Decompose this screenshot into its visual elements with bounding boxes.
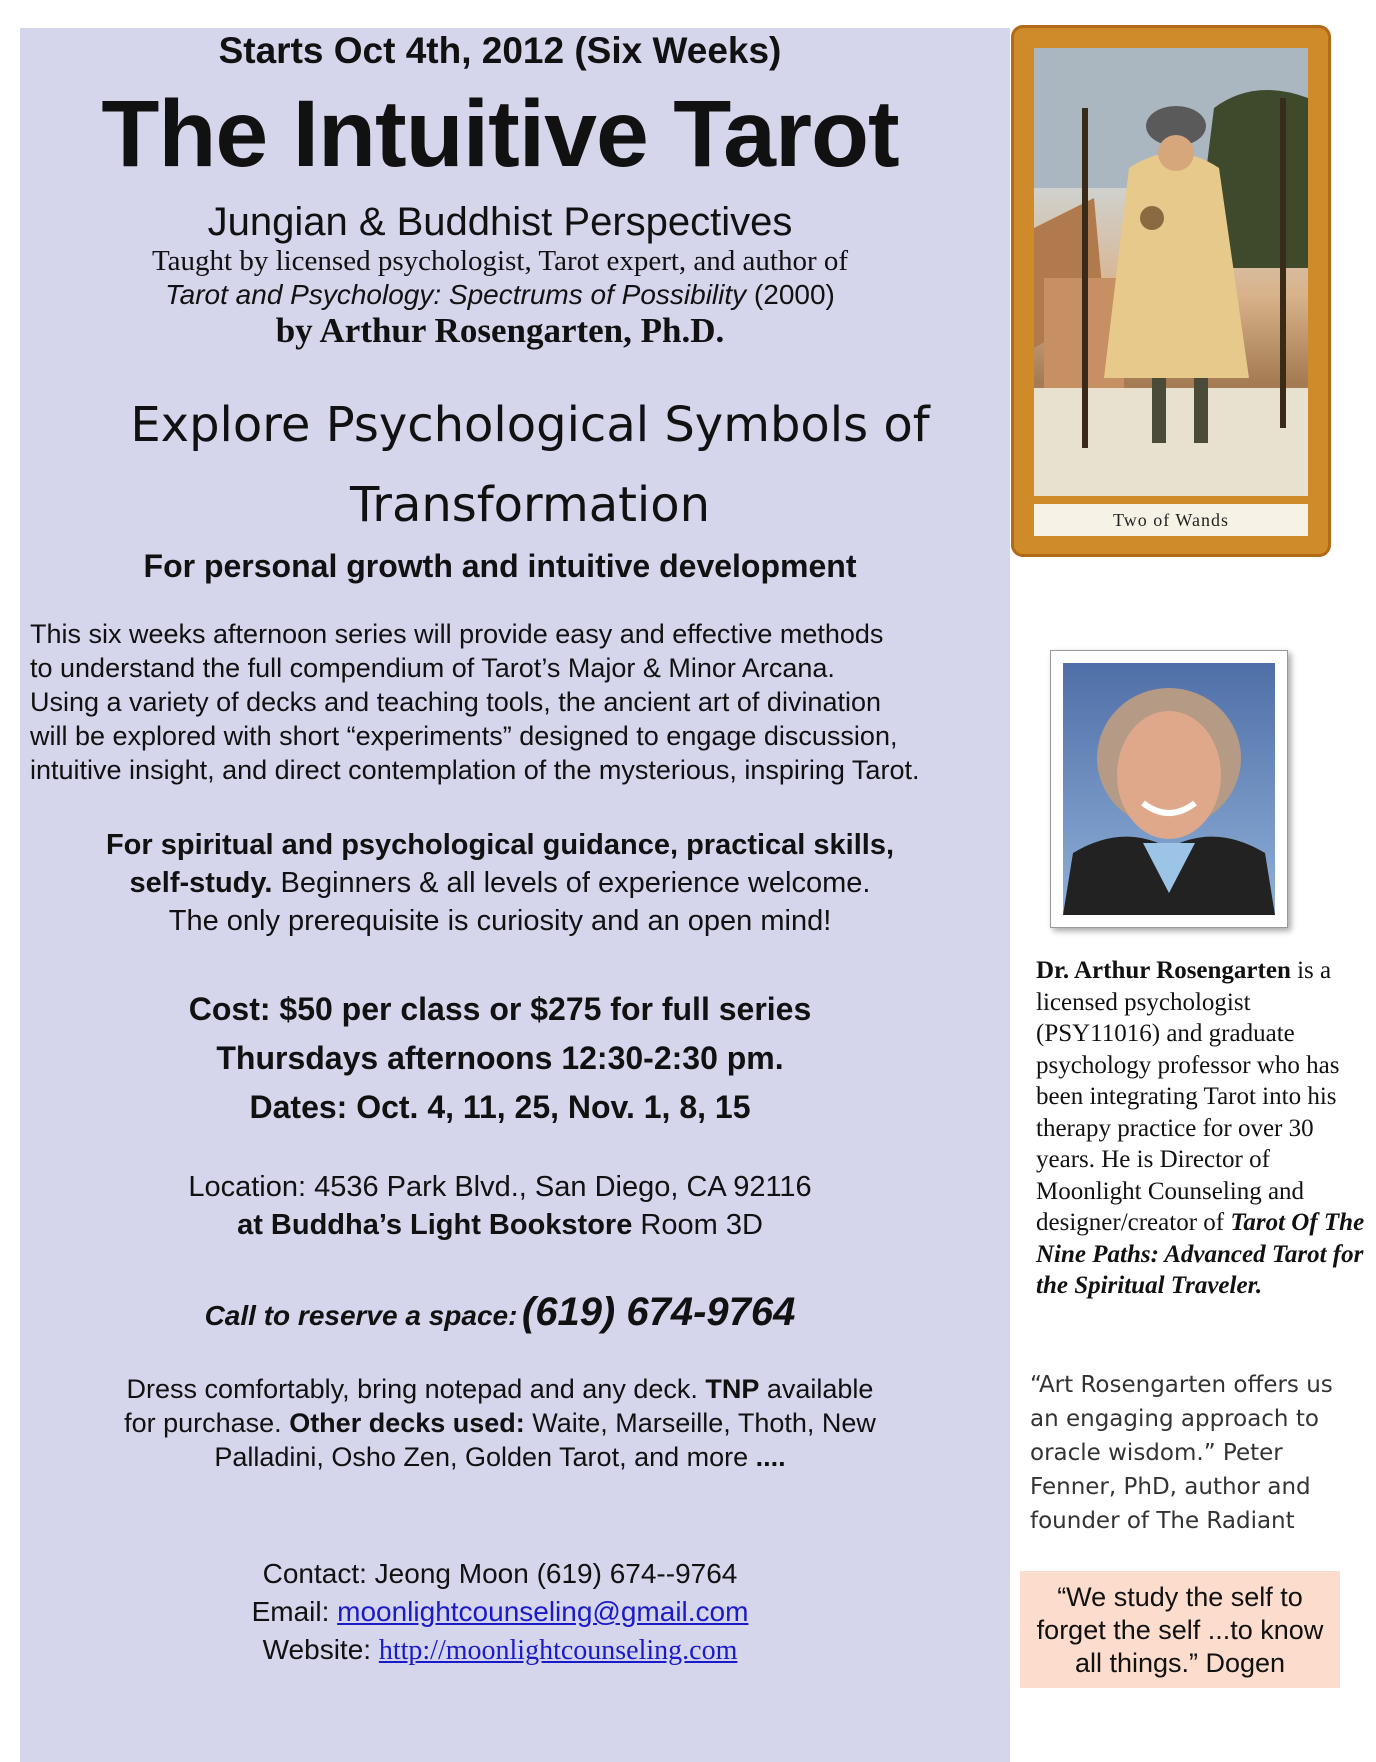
tarot-card-caption: Two of Wands bbox=[1034, 504, 1308, 536]
audience-bold1: For spiritual and psychological guidance, practical skills, bbox=[105, 829, 895, 861]
other-decks-label: Other decks used: bbox=[289, 1408, 525, 1438]
audience-line3: The only prerequisite is curiosity and an open mind! bbox=[168, 905, 832, 937]
venue: at Buddha’s Light Bookstore bbox=[237, 1209, 633, 1241]
tarot-figure-illustration bbox=[1034, 48, 1308, 496]
bio-name: Dr. Arthur Rosengarten bbox=[1036, 957, 1291, 984]
taught-by: Taught by licensed psychologist, Tarot expert, and author of bbox=[151, 245, 849, 277]
tagline-sub: For personal growth and intuitive development bbox=[143, 548, 857, 584]
bio-book: Tarot Of The Nine Paths: Advanced Tarot for the Spiritual Traveler. bbox=[1036, 1209, 1365, 1299]
location bbox=[20, 1168, 980, 1244]
tarot-card-image bbox=[1011, 25, 1331, 557]
call-phone[interactable]: (619) 674-9764 bbox=[521, 1290, 796, 1334]
audience-rest2: Beginners & all levels of experience welcome. bbox=[272, 867, 871, 899]
address: Location: 4536 Park Blvd., San Diego, CA 92116 bbox=[188, 1171, 812, 1203]
audience bbox=[20, 826, 980, 940]
class-details bbox=[20, 985, 980, 1132]
portrait-illustration bbox=[1063, 663, 1275, 915]
dress-text: available bbox=[759, 1374, 874, 1404]
time: Thursdays afternoons 12:30-2:30 pm. bbox=[216, 1040, 784, 1076]
dress-text: Dress comfortably, bring notepad and any deck. bbox=[126, 1374, 706, 1404]
call-label: Call to reserve a space: bbox=[204, 1300, 518, 1331]
ellipsis: .... bbox=[755, 1442, 786, 1472]
call-to-reserve bbox=[20, 1290, 980, 1335]
email-link[interactable]: moonlightcounseling@gmail.com bbox=[337, 1596, 749, 1627]
dress-text: Palladini, Osho Zen, Golden Tarot, and more bbox=[214, 1442, 756, 1472]
room: Room 3D bbox=[632, 1209, 763, 1241]
tagline bbox=[30, 385, 1030, 545]
subtitle: Jungian & Buddhist Perspectives bbox=[207, 200, 793, 244]
email-label: Email: bbox=[251, 1596, 338, 1627]
bio-text: is a licensed psychologist (PSY11016) and graduate psychology professor who has been integrating Tarot into his therapy practice for over 30 years. He is Director of Moonlight Counseling and designer/creator of bbox=[1036, 957, 1340, 1236]
tnp-label: TNP bbox=[705, 1374, 760, 1404]
contact-block bbox=[20, 1555, 980, 1670]
dress-text: Waite, Marseille, Thoth, New bbox=[524, 1408, 876, 1438]
page-title: The Intuitive Tarot bbox=[101, 81, 899, 187]
book-reference bbox=[20, 278, 980, 312]
author-photo bbox=[1050, 650, 1288, 928]
fenner-quote: “Art Rosengarten offers us an engaging approach to oracle wisdom.” Peter Fenner, PhD, author and founder of The Radiant bbox=[1030, 1372, 1333, 1534]
cost: Cost: $50 per class or $275 for full series bbox=[188, 991, 812, 1027]
audience-bold2: self-study. bbox=[129, 867, 273, 899]
website-label: Website: bbox=[262, 1634, 379, 1665]
dates: Dates: Oct. 4, 11, 25, Nov. 1, 8, 15 bbox=[249, 1089, 751, 1125]
tagline-line2: Transformation bbox=[349, 477, 711, 533]
author-bio bbox=[1036, 955, 1366, 1302]
tarot-card-art bbox=[1034, 48, 1308, 496]
book-title: Tarot and Psychology: Spectrums of Possibility bbox=[165, 279, 747, 310]
dogen-quote: “We study the self to forget the self ...to know all things.” Dogen bbox=[1020, 1571, 1340, 1688]
description-line: Using a variety of decks and teaching tools, the ancient art of divination bbox=[30, 687, 882, 717]
description-line: to understand the full compendium of Tarot’s Major & Minor Arcana. bbox=[30, 653, 835, 683]
description bbox=[30, 617, 1010, 787]
description-line: intuitive insight, and direct contemplation of the mysterious, inspiring Tarot. bbox=[30, 755, 920, 785]
tagline-line1: Explore Psychological Symbols of bbox=[130, 397, 930, 453]
book-year: (2000) bbox=[753, 279, 835, 310]
website-link[interactable]: http://moonlightcounseling.com bbox=[378, 1635, 738, 1666]
start-date: Starts Oct 4th, 2012 (Six Weeks) bbox=[218, 30, 782, 71]
dress-text: for purchase. bbox=[124, 1408, 290, 1438]
description-line: This six weeks afternoon series will provide easy and effective methods bbox=[30, 619, 884, 649]
byline: by Arthur Rosengarten, Ph.D. bbox=[275, 311, 725, 350]
dress-notes bbox=[20, 1372, 980, 1474]
description-line: will be explored with short “experiments” designed to engage discussion, bbox=[30, 721, 898, 751]
contact-line: Contact: Jeong Moon (619) 674--9764 bbox=[262, 1558, 738, 1589]
